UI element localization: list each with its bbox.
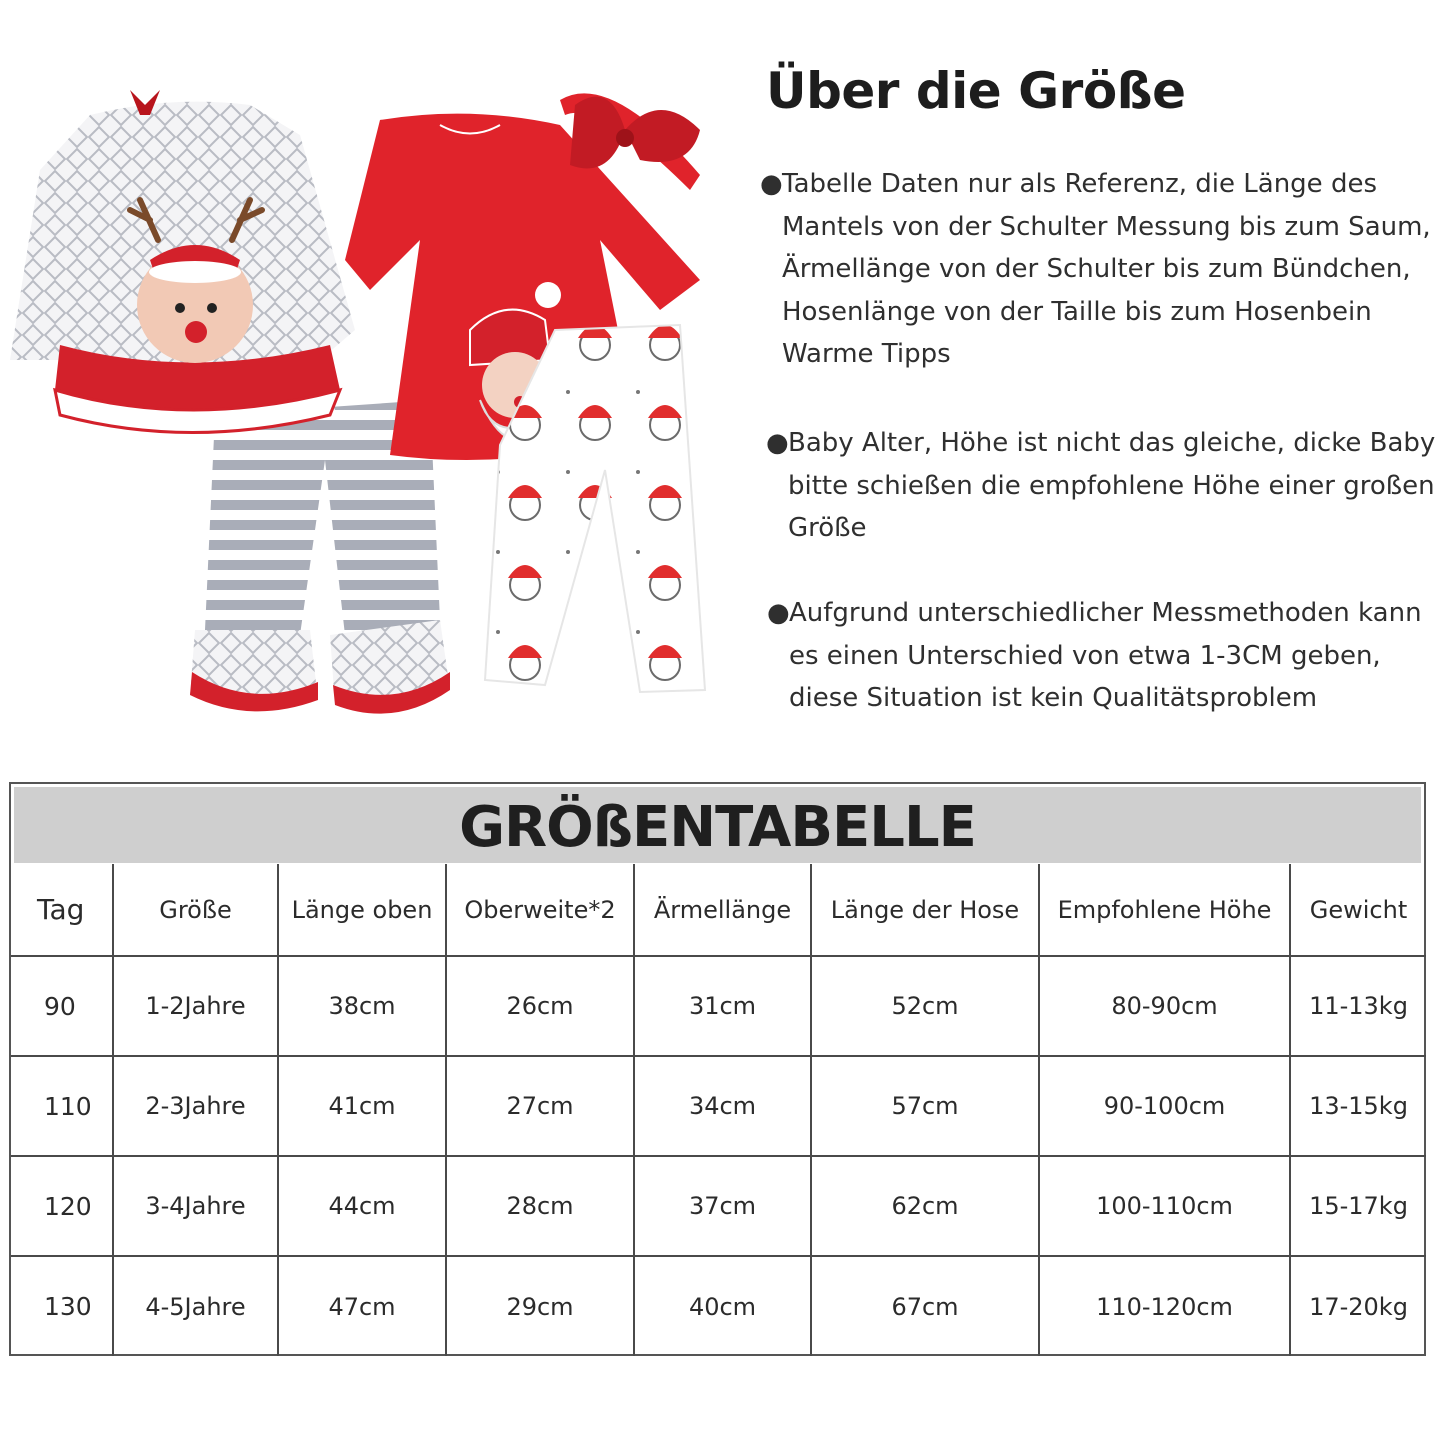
bullet-text-line: diese Situation ist kein Qualitätsproblem	[789, 683, 1318, 713]
table-cell: 47cm	[278, 1256, 446, 1356]
table-cell: 44cm	[278, 1156, 446, 1256]
table-cell: 27cm	[446, 1056, 634, 1156]
table-cell: 29cm	[446, 1256, 634, 1356]
table-cell: 90	[11, 956, 113, 1056]
column-header-sleeve-length: Ärmellänge	[634, 864, 811, 956]
table-cell: 90-100cm	[1039, 1056, 1290, 1156]
table-cell: 67cm	[811, 1256, 1039, 1356]
table-cell: 3-4Jahre	[113, 1156, 278, 1256]
bullet-dot-icon: ●	[766, 428, 789, 458]
table-cell: 62cm	[811, 1156, 1039, 1256]
column-header-top-length: Länge oben	[278, 864, 446, 956]
bullet-text-line: Ärmellänge von der Schulter bis zum Bündchen,	[782, 254, 1411, 284]
table-cell: 52cm	[811, 956, 1039, 1056]
column-header-bust: Oberweite*2	[446, 864, 634, 956]
table-cell: 110-120cm	[1039, 1256, 1290, 1356]
table-cell: 1-2Jahre	[113, 956, 278, 1056]
bullet-text-line: Aufgrund unterschiedlicher Messmethoden kann	[789, 598, 1422, 628]
table-cell: 17-20kg	[1290, 1256, 1426, 1356]
table-cell: 41cm	[278, 1056, 446, 1156]
table-header-row	[11, 864, 1426, 956]
table-cell: 15-17kg	[1290, 1156, 1426, 1256]
bullet-dot-icon: ●	[760, 169, 783, 199]
reindeer-top	[10, 90, 355, 433]
table-row	[11, 1256, 1426, 1356]
table-cell: 2-3Jahre	[113, 1056, 278, 1156]
table-cell: 37cm	[634, 1156, 811, 1256]
column-header-pants-length: Länge der Hose	[811, 864, 1039, 956]
table-row	[11, 1056, 1426, 1156]
table-cell: 120	[11, 1156, 113, 1256]
table-cell: 130	[11, 1256, 113, 1356]
table-cell: 57cm	[811, 1056, 1039, 1156]
table-cell: 100-110cm	[1039, 1156, 1290, 1256]
column-header-size: Größe	[113, 864, 278, 956]
table-row	[11, 956, 1426, 1056]
size-table	[11, 864, 1426, 1356]
table-cell: 13-15kg	[1290, 1056, 1426, 1156]
bullet-text-line: Hosenlänge von der Taille bis zum Hosenbein	[782, 296, 1372, 327]
table-cell: 11-13kg	[1290, 956, 1426, 1056]
table-cell: 34cm	[634, 1056, 811, 1156]
table-cell: 28cm	[446, 1156, 634, 1256]
table-cell: 38cm	[278, 956, 446, 1056]
product-photo	[0, 60, 720, 720]
table-cell: 80-90cm	[1039, 956, 1290, 1056]
size-info-bullet	[767, 592, 1422, 720]
table-cell: 26cm	[446, 956, 634, 1056]
table-cell: 110	[11, 1056, 113, 1156]
size-chart	[9, 782, 1426, 1356]
bullet-text-line: es einen Unterschied von etwa 1-3CM geben,	[789, 640, 1381, 671]
table-cell: 31cm	[634, 956, 811, 1056]
size-chart-title: GRÖßENTABELLE	[14, 787, 1421, 863]
bullet-text-line: Warme Tipps	[782, 339, 951, 369]
bullet-text-line: Mantels von der Schulter Messung bis zum Saum,	[782, 211, 1431, 242]
table-cell: 4-5Jahre	[113, 1256, 278, 1356]
bullet-text-line: bitte schießen die empfohlene Höhe einer großen	[788, 470, 1435, 501]
column-header-recommended-height: Empfohlene Höhe	[1039, 864, 1290, 956]
bullet-text-line: Tabelle Daten nur als Referenz, die Länge des	[782, 169, 1377, 199]
table-row	[11, 1156, 1426, 1256]
bullet-text-line: Baby Alter, Höhe ist nicht das gleiche, dicke Baby	[788, 428, 1436, 458]
bullet-text-line: Größe	[788, 513, 867, 543]
bullet-dot-icon: ●	[767, 598, 790, 628]
size-info-bullet	[760, 163, 1431, 376]
column-header-tag: Tag	[11, 864, 113, 956]
table-cell: 40cm	[634, 1256, 811, 1356]
size-info-title: Über die Größe	[766, 62, 1186, 120]
size-info-bullet	[766, 422, 1436, 550]
column-header-weight: Gewicht	[1290, 864, 1426, 956]
